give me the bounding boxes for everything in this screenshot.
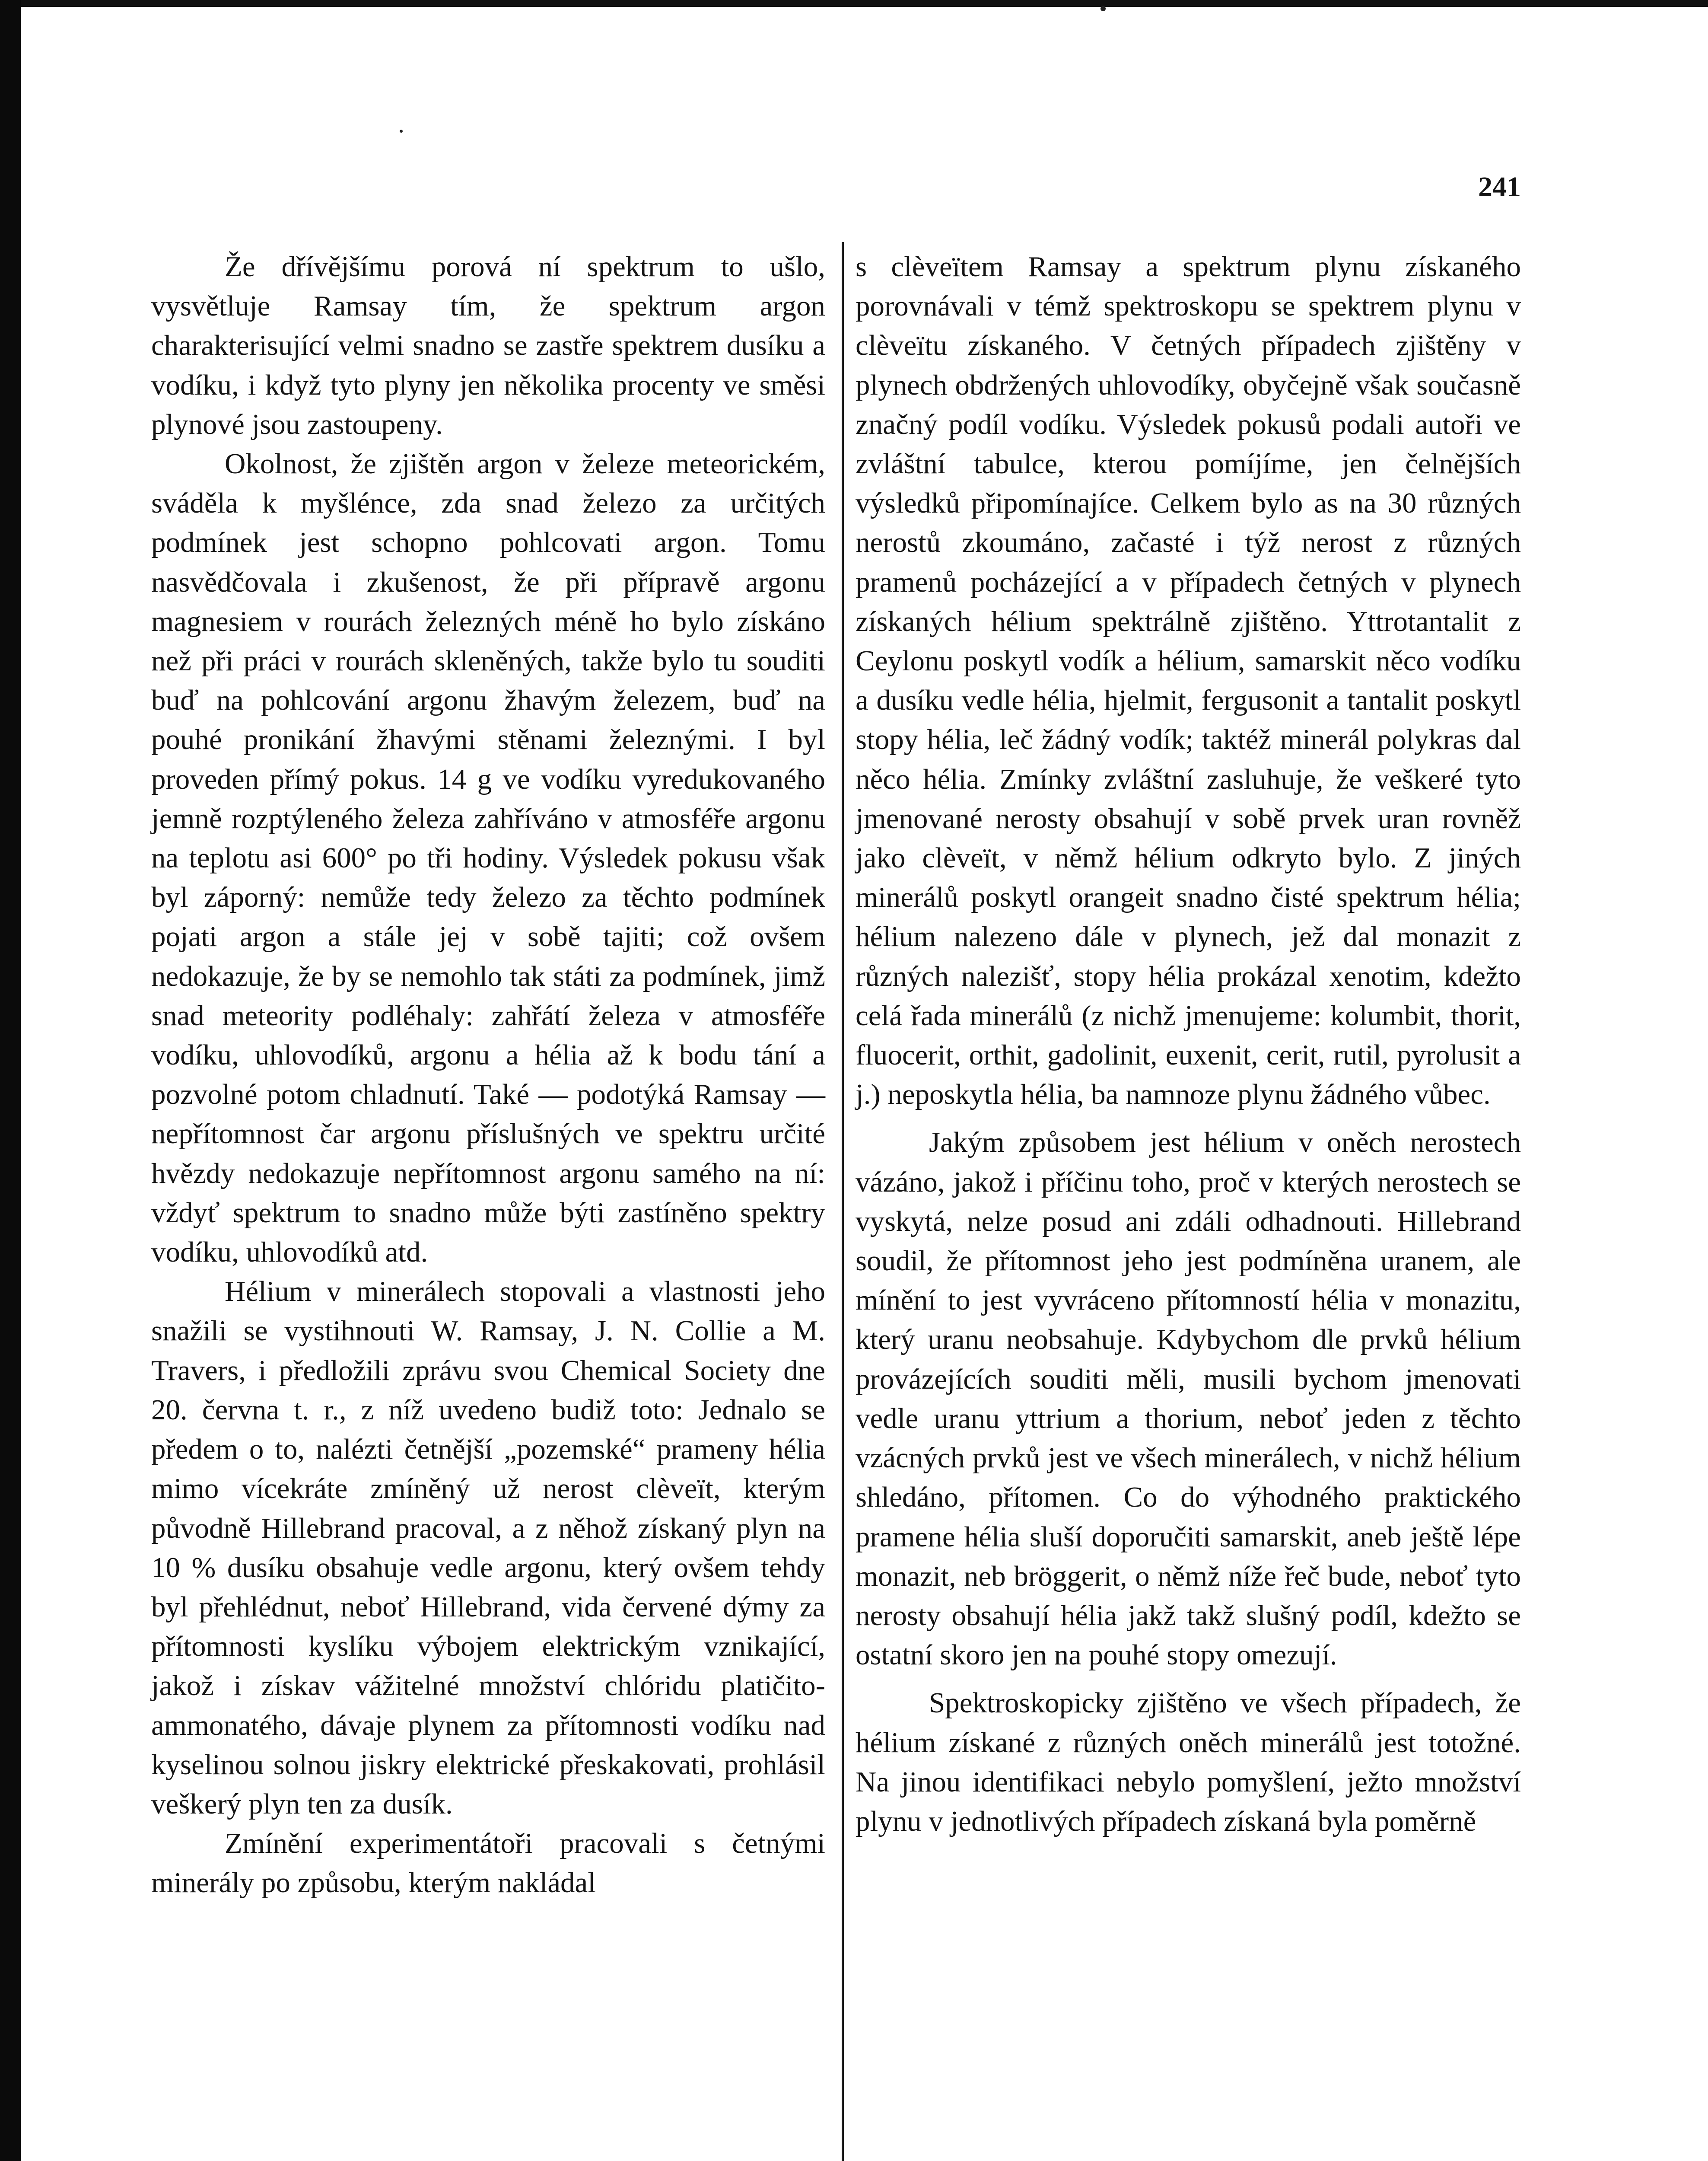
paragraph: Hélium v minerálech stopovali a vlastnosti jeho snažili se vystihnouti W. Ramsay, J. N. Collie a M. Travers, i předložili zprávu svou Chemical Society dne 20. června t. r., z níž uvedeno budiž toto: Jednalo se předem o to, nalézti četnější „pozemské“ prameny hélia mimo vícekráte zmíněný už nerost clèveït, kterým původně Hillebrand pracoval, a z něhož získaný plyn na 10 % dusíku obsahuje vedle argonu, který ovšem tehdy byl přehlédnut, neboť Hillebrand, vida červené dýmy za přítomnosti kyslíku výbojem elektrickým vznikající, jakož i získav vážitelné množství chlóridu platičito-ammonatého, dávaje plynem za přítomnosti vodíku nad kyselinou solnou jiskry elektrické přeskakovati, prohlásil veškerý plyn ten za dusík. [151,1275,825,1820]
scan-left-edge [0,0,21,2161]
paragraph: Spektroskopicky zjištěno ve všech případech, že hélium získané z různých oněch minerálů jest totožné. Na jinou identifikaci nebylo pomyšlení, ježto množství plynu v jednotlivých případech získaná byla poměrně [856,1687,1521,1837]
page-number: 241 [1478,171,1521,203]
paragraph: Okolnost, že zjištěn argon v železe meteorickém, sváděla k myšlénce, zda snad železo za určitých podmínek jest schopno pohlcovati argon. Tomu nasvědčovala i zkušenost, že při přípravě argonu magnesiem v rourách železných méně ho bylo získáno než při práci v rourách skleněných, takže bylo tu souditi buď na pohlcování argonu žhavým železem, buď na pouhé pronikání žhavými stěnami železnými. I byl proveden přímý pokus. 14 g ve vodíku vyredukovaného jemně rozptýleného železa zahříváno v atmosféře argonu na teplotu asi 600° po tři hodiny. Výsledek pokusu však byl záporný: nemůže tedy železo za těchto podmínek pojati argon a stále jej v sobě tajiti; což ovšem nedokazuje, že by se nemohlo tak státi za podmínek, jimž snad meteority podléhaly: zahřátí železa v atmosféře vodíku, uhlovodíků, argonu a hélia až k bodu tání a pozvolné potom chladnutí. Také — podotýká Ramsay — nepřítomnost čar argonu příslušných ve spektru určité hvězdy nedokazuje nepřítomnost argonu samého na ní: vždyť spektrum to snadno může býti zastíněno spektry vodíku, uhlovodíků atd. [151,448,825,1269]
left-column [151,247,825,1903]
right-column [856,247,1521,1841]
scan-speck [1100,6,1106,11]
paragraph: Jakým způsobem jest hélium v oněch nerostech vázáno, jakož i příčinu toho, proč v kterých nerostech se vyskytá, nelze posud ani zdáli odhadnouti. Hillebrand soudil, že přítomnost jeho jest podmíněna uranem, ale mínění to jest vyvráceno přítomností hélia v monazitu, který uranu neobsahuje. Kdybychom dle prvků hélium provázejících souditi měli, musili bychom jmenovati vedle uranu yttrium a thorium, neboť jeden z těchto vzácných prvků jest ve všech minerálech, v nichž hélium shledáno, přítomen. Co do výhodného praktického pramene hélia sluší doporučiti samarskit, aneb ještě lépe monazit, neb bröggerit, o němž níže řeč bude, neboť tyto nerosty obsahují hélia jakž takž slušný podíl, kdežto se ostatní skoro jen na pouhé stopy omezují. [856,1126,1521,1671]
paragraph: s clèveïtem Ramsay a spektrum plynu získaného porovnávali v témž spektroskopu se spektrem plynu v clèveïtu získaného. V četných případech zjištěny v plynech obdržených uhlovodíky, obyčejně však současně značný podíl vodíku. Výsledek pokusů podali autoři ve zvláštní tabulce, kterou pomíjíme, jen čelnějších výsledků připomínajíce. Celkem bylo as na 30 různých nerostů zkoumáno, začasté i týž nerost z různých pramenů pocházející a v případech četných v plynech získaných hélium spektrálně zjištěno. Yttrotantalit z Ceylonu poskytl vodík a hélium, samarskit něco vodíku a dusíku vedle hélia, hjelmit, fergusonit a tantalit poskytl stopy hélia, leč žádný vodík; taktéž minerál polykras dal něco hélia. Zmínky zvláštní zasluhuje, že veškeré tyto jmenované nerosty obsahují v sobě prvek uran rovněž jako clèveït, v němž hélium odkryto bylo. Z jiných minerálů poskytl orangeit snadno čisté spektrum hélia; hélium nalezeno dále v plynech, jež dal monazit z různých nalezišť, stopy hélia prokázal xenotim, kdežto celá řada minerálů (z nichž jmenujeme: kolumbit, thorit, fluocerit, orthit, gadolinit, euxenit, cerit, rutil, pyrolusit a j.) neposkytla hélia, ba namnoze plynu žádného vůbec. [856,251,1521,1111]
column-divider [842,242,844,2161]
paragraph: Že dřívějšímu porová ní spektrum to ušlo, vysvětluje Ramsay tím, že spektrum argon charakterisující velmi snadno se zastře spektrem dusíku a vodíku, i když tyto plyny jen několika procenty ve směsi plynové jsou zastoupeny. [151,251,825,440]
scan-speck [400,130,403,133]
scan-top-edge [21,0,1708,7]
paragraph: Zmínění experimentátoři pracovali s četnými minerály po způsobu, kterým nakládal [151,1827,825,1899]
